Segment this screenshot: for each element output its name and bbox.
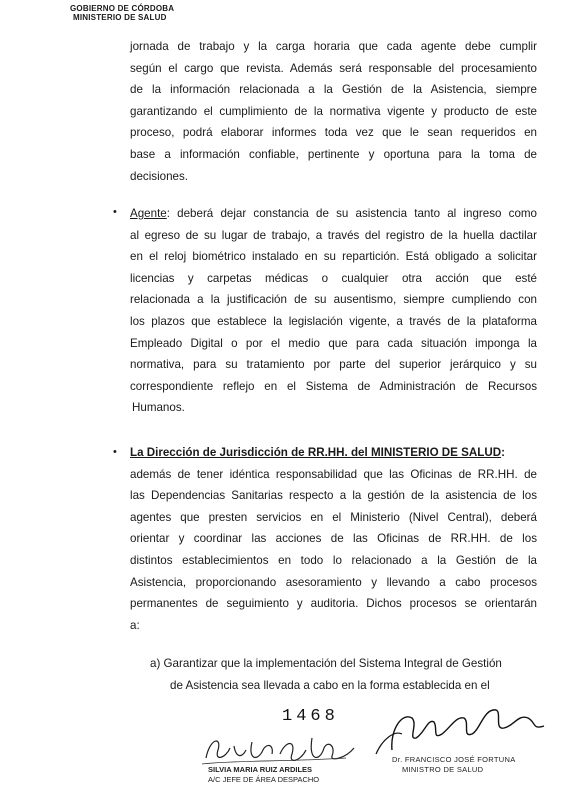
term-direccion: La Dirección de Jurisdicción de RR.HH. del MINISTERIO DE SALUD bbox=[130, 446, 502, 459]
text-line: de la información relacionada a la Gestión de la Asistencia, siempre bbox=[130, 83, 537, 97]
text-line: Empleado Digital o por el medio que para cada situación imponga la bbox=[130, 336, 537, 350]
text-line: a: bbox=[130, 618, 140, 632]
text-line: normativa, para su tratamiento por parte del superior jerárquico y su bbox=[130, 358, 537, 372]
text-line: jornada de trabajo y la carga horaria que cada agente debe cumplir bbox=[130, 40, 537, 53]
text-line: : deberá dejar constancia de su asistencia tanto al ingreso como bbox=[166, 207, 537, 220]
text-line: orientar y coordinar las acciones de las Oficinas de RR.HH. de los bbox=[130, 532, 537, 546]
text-line: agentes que presten servicios en el Ministerio (Nivel Central), deberá bbox=[130, 510, 537, 524]
text-line: Humanos. bbox=[132, 401, 185, 415]
text-line: proceso, podrá elaborar informes toda vez que le sean requeridos en bbox=[130, 126, 537, 140]
text-line: relacionada a la justificación de su ausentismo, siempre cumpliendo con bbox=[130, 293, 537, 307]
signatory-role: A/C JEFE DE ÁREA DESPACHO bbox=[208, 775, 320, 784]
text-line: licencias y carpetas médicas o cualquier otra acción que esté bbox=[130, 271, 537, 285]
text-line: decisiones. bbox=[130, 169, 189, 183]
signature-right bbox=[372, 700, 562, 756]
text-line: en el reloj biométrico instalado en su repartición. Está obligado a solicitar bbox=[130, 250, 537, 264]
folio-number: 1468 bbox=[282, 707, 339, 726]
text-line: de Asistencia sea llevada a cabo en la forma establecida en el bbox=[170, 678, 490, 692]
paragraph-agente bbox=[130, 203, 537, 419]
text-line: los plazos que establece la legislación vigente, a través de la plataforma bbox=[130, 314, 537, 328]
text-line: permanentes de seguimiento y auditoria. Dichos procesos se orientarán bbox=[130, 597, 537, 611]
signature-left bbox=[196, 728, 366, 770]
stamp-left bbox=[208, 765, 319, 785]
paragraph-continuation bbox=[130, 36, 537, 187]
text-line: Asistencia, proporcionando asesoramiento y llevando a cabo procesos bbox=[130, 575, 537, 589]
text-line: correspondiente reflejo en el Sistema de Administración de Recursos bbox=[130, 379, 537, 393]
bullet-direccion: • bbox=[113, 446, 117, 458]
text-line: además de tener idéntica responsabilidad que las Oficinas de RR.HH. de bbox=[130, 467, 537, 481]
text-line: base a información confiable, pertinente y oportuna para la toma de bbox=[130, 147, 537, 161]
signatory-role: MINISTRO DE SALUD bbox=[402, 765, 484, 774]
term-agente: Agente bbox=[130, 207, 167, 220]
letterhead-ministry: MINISTERIO DE SALUD bbox=[73, 13, 167, 22]
text-line: al egreso de su lugar de trabajo, a través del registro de la huella dactilar bbox=[130, 228, 537, 242]
signatory-name: SILVIA MARIA RUIZ ARDILES bbox=[208, 765, 313, 774]
stamp-right bbox=[392, 755, 516, 775]
bullet-agente: • bbox=[113, 206, 117, 218]
letterhead-government: GOBIERNO DE CÓRDOBA bbox=[70, 4, 175, 13]
letterhead bbox=[70, 4, 174, 22]
text-line: a) Garantizar que la implementación del Sistema Integral de Gestión bbox=[150, 657, 502, 670]
text-line: las Dependencias Sanitarias respecto a la gestión de la asistencia de los bbox=[130, 489, 537, 503]
text-line: distintos establecimientos en todo lo relacionado a la Gestión de la bbox=[130, 553, 537, 567]
text-line: según el cargo que revista. Además será responsable del procesamiento bbox=[130, 61, 537, 75]
signatory-name: Dr. FRANCISCO JOSÉ FORTUNA bbox=[392, 755, 516, 764]
paragraph-direccion: La Dirección de Jurisdicción de RR.HH. del MINISTERIO DE SALUD: además de tener idéntica responsabilidad que las Oficinas de RR.HH. de las Dependencias Sanitarias respecto a la gestión de la asistencia de los agentes que presten servicios en el Ministerio (Nivel Central), deberá orientar y coordinar las acciones de las Oficinas de RR.HH. de los distintos establecimientos en todo lo relacionado a la Gestión de la Asistencia, proporcionando asesoramiento y llevando a cabo procesos permanentes de seguimiento y auditoria. Dichos procesos se orientarán a: bbox=[130, 442, 537, 636]
sub-item-a bbox=[150, 653, 538, 696]
text-line: garantizando el cumplimiento de la normativa vigente y producto de este bbox=[130, 104, 537, 118]
